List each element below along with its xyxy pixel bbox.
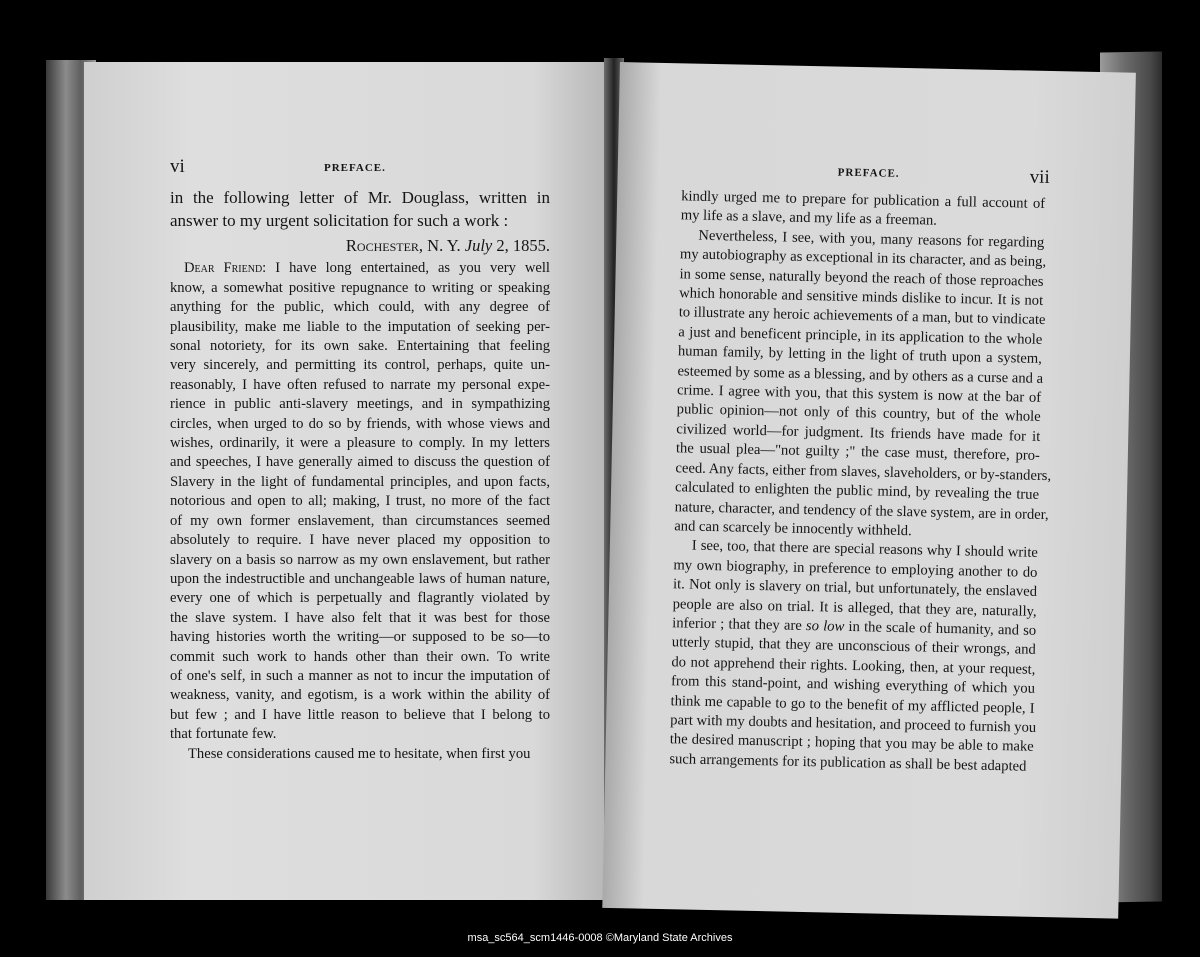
text-line: of my own former enslavement, than circumstances seemed <box>170 512 550 529</box>
text-line: but few ; and I have little reason to believe that I belong to <box>170 706 550 723</box>
text-line: esteemed by some as a blessing, and by others as a curse and a <box>677 362 1044 387</box>
left-page-text <box>170 186 550 764</box>
text-line <box>170 259 550 278</box>
intro-line: answer to my urgent solicitation for such a work : <box>170 211 509 230</box>
text-line: public opinion—not only of this country, but of the whole <box>676 401 1041 426</box>
text-line: in some sense, naturally beyond the reach of those reproaches <box>679 265 1044 290</box>
text-line: reasonably, I have often refused to narrate my personal expe- <box>170 376 550 393</box>
text-line: notorious and open to all; making, I trust, no more of the fact <box>170 493 550 510</box>
text-line: anything for the public, which could, with any degree of <box>170 299 550 316</box>
text-line: wishes, ordinarily, it were a pleasure to comply. In my letters <box>170 435 550 452</box>
text-line: slavery on a basis so narrow as my own enslavement, but rather <box>170 551 550 568</box>
text-line: calculated to enlighten the public mind, by revealing the true <box>674 479 1040 503</box>
text-line: having histories worth the writing—or supposed to be so—to <box>170 629 550 646</box>
text-line: it. Not only is slavery on trial, but unfortunately, the enslaved <box>672 576 1038 600</box>
text-line: commit such work to hands other than their own. To write <box>170 648 550 665</box>
text-line: the desired manuscript ; hoping that you may be able to make <box>669 731 1034 756</box>
text-line: human family, by letting in the light of truth upon a system, <box>677 343 1043 368</box>
dateline: Rochester, N. Y. July 2, 1855. <box>345 236 550 255</box>
text-line: of one's self, in such a manner as not to incur the imputation of <box>170 667 550 684</box>
text-line: absolutely to require. I have never placed my opposition to <box>170 532 550 549</box>
text-line: such arrangements for its publication as shall be best adapted <box>669 750 1027 775</box>
text-line: my autobiography as exceptional in its character, and as being, <box>679 246 1047 271</box>
text-line: circles, when urged to do so by friends, with whose views and <box>170 415 550 432</box>
text-line: do not apprehend their rights. Looking, then, at your request, <box>671 653 1036 678</box>
text-line: that fortunate few. <box>170 726 277 743</box>
left-page <box>84 62 612 900</box>
running-head-right: PREFACE. <box>837 166 900 180</box>
text-line: a just and beneficent principle, in its application to the whole <box>678 324 1043 348</box>
text-line: the slave system. I have also felt that it was best for those <box>170 609 550 626</box>
text-line: kindly urged me to prepare for publication a full account of <box>681 188 1046 212</box>
text-line: every one of which is perpetually and flagrantly violated by <box>170 590 550 607</box>
text-line: and speeches, I have generally aimed to discuss the question of <box>170 454 550 471</box>
page-number-left: vi <box>170 156 185 177</box>
text-line: think me capable to go to the benefit of my afflicted people, I <box>670 692 1035 717</box>
text-line: and can scarcely be innocently withheld. <box>674 518 912 540</box>
text-line: very sincerely, and permitting its control, perhaps, quite un- <box>170 357 550 374</box>
text-line: weakness, vanity, and egotism, is a work within the ability of <box>170 687 550 704</box>
right-page <box>602 62 1136 919</box>
archive-caption: msa_sc564_scm1446-0008 ©Maryland State Archives <box>467 932 733 944</box>
salutation: Dear Friend: <box>184 260 267 277</box>
text-line: which honorable and sensitive minds dislike to incur. It is not <box>679 285 1044 309</box>
text-line: the usual plea—"not guilty ;" the case must, therefore, pro- <box>675 440 1041 465</box>
letter-body <box>170 259 550 764</box>
text-line: people are also on trial. It is alleged, that they are, naturally, <box>672 595 1037 620</box>
text-line: I see, too, that there are special reasons why I should write <box>691 537 1038 562</box>
text-line: to illustrate any heroic achievements of a man, but to vindicate <box>678 304 1046 329</box>
intro-line: in the following letter of Mr. Douglass, written in <box>170 188 550 207</box>
right-page-text <box>669 187 1052 777</box>
text-line: Nevertheless, I see, with you, many reasons for regarding <box>698 227 1045 251</box>
text-line: crime. I agree with you, that this system is now at the bar of <box>676 382 1042 406</box>
text-line: my own biography, in preference to employing another to do <box>673 556 1038 581</box>
text-line-content: I have long entertained, as you very well <box>275 260 550 277</box>
text-line: my life as a slave, and my life as a freeman. <box>680 207 938 230</box>
text-line: upon the indestructible and unchangeable laws of human nature, <box>170 570 550 587</box>
letter-body-continued <box>669 187 1052 777</box>
text-line: nature, character, and tendency of the slave system, are in order, <box>674 498 1049 523</box>
text-line: inferior ; that they are so low in the scale of humanity, and so <box>672 615 1037 639</box>
text-line: utterly stupid, that they are unconscious of their wrongs, and <box>671 634 1036 659</box>
text-line: These considerations caused me to hesitate, when first you <box>188 745 531 762</box>
text-line: part with my doubts and hesitation, and proceed to furnish you <box>670 712 1037 736</box>
running-head-left: PREFACE. <box>324 162 386 174</box>
text-line: know, a somewhat positive repugnance to writing or speaking <box>170 279 550 296</box>
text-line: ceed. Any facts, either from slaves, slaveholders, or by-standers, <box>675 459 1052 484</box>
page-number-right: vii <box>1029 166 1050 189</box>
text-line: rience in public anti-slavery meetings, and in sympathizing <box>170 396 550 413</box>
intro-paragraph <box>170 186 550 232</box>
text-line: from this stand-point, and wishing everything of which you <box>670 673 1036 697</box>
text-line: Slavery in the light of fundamental principles, and upon facts, <box>170 473 550 490</box>
text-line: plausibility, make me liable to the imputation of seeking per- <box>170 318 550 335</box>
text-line: sonal notoriety, for its own sake. Entertaining that feeling <box>170 338 550 355</box>
text-line: civilized world—for judgment. Its friends have made for it <box>676 421 1041 445</box>
